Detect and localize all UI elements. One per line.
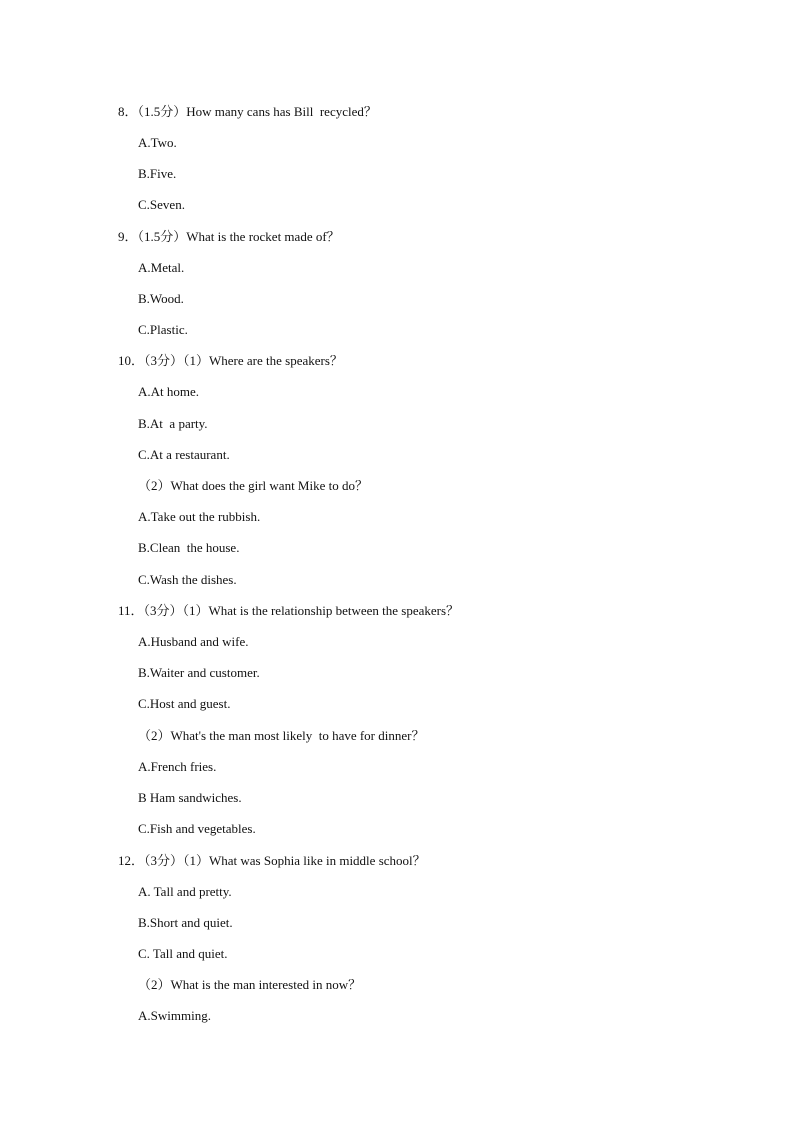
option-10-1c: C.At a restaurant. (138, 447, 230, 462)
option-11-1b: B.Waiter and customer. (138, 665, 260, 680)
question-12-sub-2: （2）What is the man interested in now？ (138, 977, 362, 992)
question-11: 11．（3分）（1）What is the relationship between the speakers？ (118, 603, 460, 618)
question-12: 12．（3分）（1）What was Sophia like in middle school？ (118, 853, 426, 868)
question-9: 9．（1.5分）What is the rocket made of？ (118, 229, 340, 244)
question-10-sub-2: （2）What does the girl want Mike to do？ (138, 478, 368, 493)
option-12-1b: B.Short and quiet. (138, 915, 233, 930)
option-8b: B.Five. (138, 166, 177, 181)
option-12-2a: A.Swimming. (138, 1008, 211, 1023)
option-10-2c: C.Wash the dishes. (138, 572, 237, 587)
option-9c: C.Plastic. (138, 322, 188, 337)
option-8a: A.Two. (138, 135, 177, 150)
option-11-1a: A.Husband and wife. (138, 634, 249, 649)
option-9a: A.Metal. (138, 260, 185, 275)
option-11-2c: C.Fish and vegetables. (138, 821, 256, 836)
option-10-2a: A.Take out the rubbish. (138, 509, 261, 524)
option-12-1a: A. Tall and pretty. (138, 884, 232, 899)
option-10-1a: A.At home. (138, 384, 200, 399)
question-11-sub-2: （2）What's the man most likely to have for dinner？ (138, 728, 425, 743)
option-10-2b: B.Clean the house. (138, 540, 240, 555)
option-9b: B.Wood. (138, 291, 184, 306)
option-10-1b: B.At a party. (138, 416, 208, 431)
option-11-2a: A.French fries. (138, 759, 217, 774)
option-8c: C.Seven. (138, 197, 185, 212)
question-10: 10．（3分）（1）Where are the speakers？ (118, 353, 343, 368)
option-12-1c: C. Tall and quiet. (138, 946, 228, 961)
option-11-1c: C.Host and guest. (138, 696, 231, 711)
option-11-2b: B Ham sandwiches. (138, 790, 242, 805)
question-8: 8．（1.5分）How many cans has Bill recycled？ (118, 104, 377, 119)
